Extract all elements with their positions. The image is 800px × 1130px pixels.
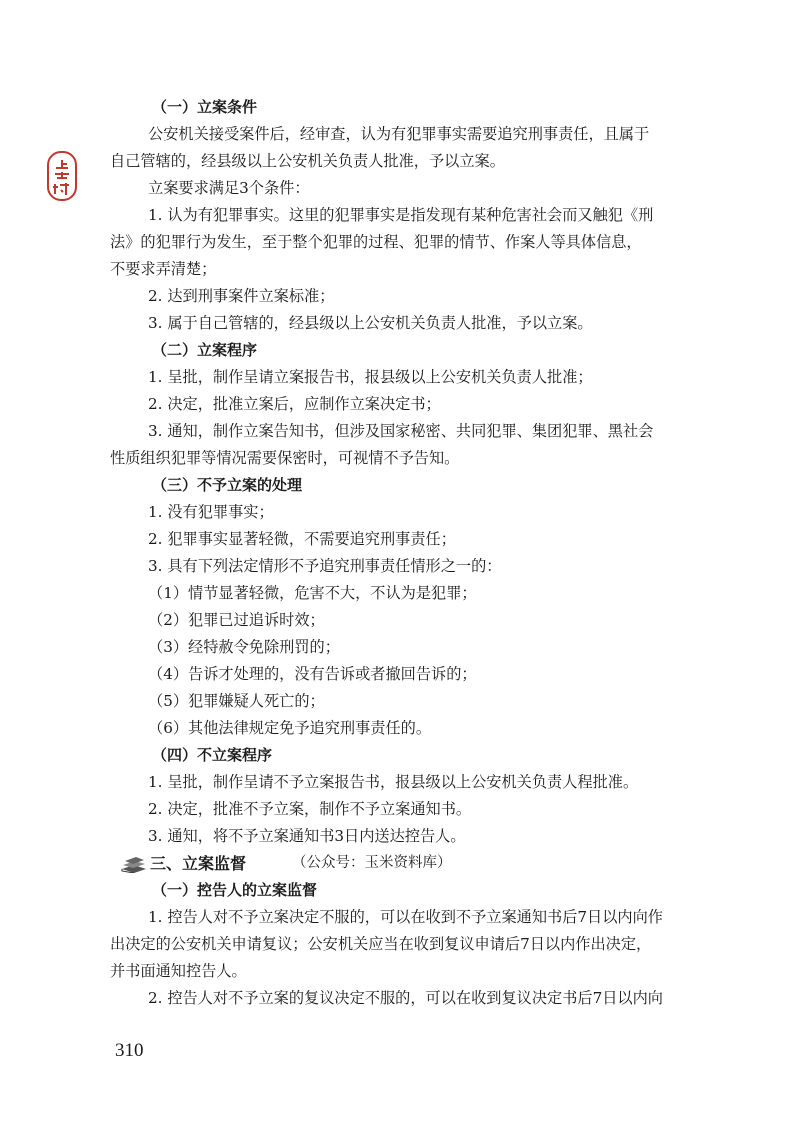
sub-list-item: （5）犯罪嫌疑人死亡的； [148, 692, 325, 710]
heading-complainant-supervision: （一）控告人的立案监督 [152, 881, 318, 899]
heading-filing-conditions: （一）立案条件 [152, 98, 258, 116]
heading-non-filing-procedure: （四）不立案程序 [152, 746, 273, 764]
list-item: 2. 控告人对不予立案的复议决定不服的，可以在收到复议决定书后7日以内向 [148, 989, 663, 1007]
heading-filing-procedure: （二）立案程序 [152, 341, 258, 359]
paragraph-line: 自己管辖的，经县级以上公安机关负责人批准，予以立案。 [110, 152, 505, 170]
sub-list-item: （2）犯罪已过追诉时效； [148, 611, 325, 629]
page-number: 310 [115, 1040, 144, 1061]
seal-stamp-icon [46, 150, 78, 202]
paragraph-line: 法》的犯罪行为发生，至于整个犯罪的过程、犯罪的情节、作案人等具体信息， [110, 233, 642, 251]
list-item: 3. 通知，将不予立案通知书3日内送达控告人。 [148, 827, 466, 845]
list-item: 2. 决定，批准不予立案，制作不予立案通知书。 [148, 800, 472, 818]
section-title: 三、立案监督 [150, 854, 247, 873]
list-item: 2. 达到刑事案件立案标准； [148, 287, 335, 305]
section-heading-filing-supervision [120, 850, 690, 877]
paragraph-line: 并书面通知控告人。 [110, 962, 247, 980]
page-content [110, 94, 690, 1012]
paragraph-line: 公安机关接受案件后，经审查，认为有犯罪事实需要追究刑事责任，且属于 [148, 125, 650, 143]
list-item: 1. 呈批，制作呈请不予立案报告书，报县级以上公安机关负责人程批准。 [148, 773, 639, 791]
paragraph-line: 性质组织犯罪等情况需要保密时，可视情不予告知。 [110, 449, 460, 467]
watermark-note: （公众号：玉米资料库） [292, 855, 452, 871]
list-item: 2. 决定，批准立案后，应制作立案决定书； [148, 395, 441, 413]
sub-list-item: （4）告诉才处理的，没有告诉或者撤回告诉的； [148, 665, 477, 683]
sub-list-item: （6）其他法律规定免予追究刑事责任的。 [148, 719, 432, 737]
paragraph-line: 出决定的公安机关申请复议；公安机关应当在收到复议申请后7日以内作出决定， [110, 935, 652, 953]
list-item: 3. 具有下列法定情形不予追究刑事责任情形之一的： [148, 557, 502, 575]
sub-list-item: （3）经特赦令免除刑罚的； [148, 638, 340, 656]
list-item: 2. 犯罪事实显著轻微，不需要追究刑事责任； [148, 530, 456, 548]
paragraph-line: 不要求弄清楚； [110, 260, 217, 278]
list-item: 3. 属于自己管辖的，经县级以上公安机关负责人批准，予以立案。 [148, 314, 593, 332]
heading-non-filing-handling: （三）不予立案的处理 [152, 476, 303, 494]
list-item: 1. 呈批，制作呈请立案报告书，报县级以上公安机关负责人批准； [148, 368, 593, 386]
sub-list-item: （1）情节显著轻微，危害不大，不认为是犯罪； [148, 584, 477, 602]
list-item: 1. 认为有犯罪事实。这里的犯罪事实是指发现有某种危害社会而又触犯《刑 [148, 206, 654, 224]
paragraph-line: 立案要求满足3个条件： [148, 179, 310, 197]
list-item: 1. 没有犯罪事实； [148, 503, 274, 521]
list-item: 3. 通知，制作立案告知书，但涉及国家秘密、共同犯罪、集团犯罪、黑社会 [148, 422, 654, 440]
list-item: 1. 控告人对不予立案决定不服的，可以在收到不予立案通知书后7日以内向作 [148, 908, 663, 926]
book-stack-icon [120, 855, 148, 873]
